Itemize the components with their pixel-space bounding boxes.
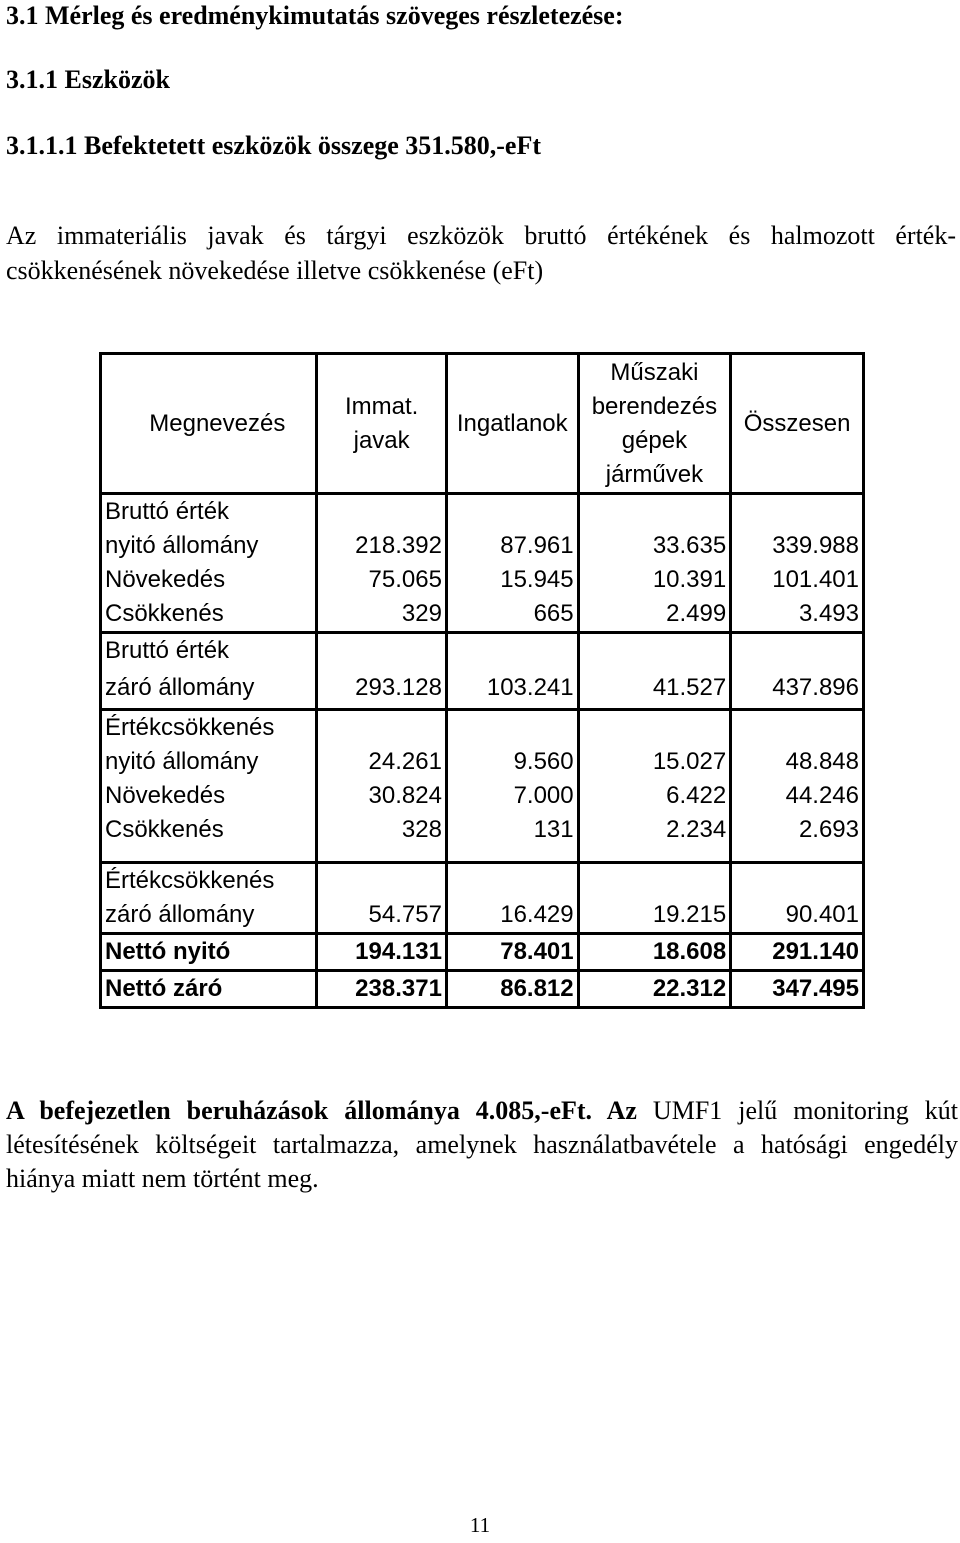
cell: 15.027 (578, 745, 731, 779)
row-label: nyitó állomány (101, 529, 317, 563)
table-row (101, 898, 864, 934)
row-label: Növekedés (101, 779, 317, 813)
row-label: nyitó állomány (101, 745, 317, 779)
cell: 3.493 (731, 597, 864, 633)
row-label: Csökkenés (101, 597, 317, 633)
cell: 194.131 (317, 934, 447, 971)
table-row (101, 934, 864, 971)
header-total: Összesen (731, 354, 864, 494)
cell: 6.422 (578, 779, 731, 813)
cell: 18.608 (578, 934, 731, 971)
sub-subsection-heading: 3.1.1.1 Befektetett eszközök összege 351.580,-eFt (6, 131, 542, 160)
cell: 238.371 (317, 971, 447, 1008)
row-label: Bruttó érték (101, 494, 317, 530)
table-row (101, 529, 864, 563)
cell: 665 (446, 597, 578, 633)
cell: 19.215 (578, 898, 731, 934)
closing-paragraph (6, 1094, 958, 1196)
cell: 328 (317, 813, 447, 847)
table-row (101, 633, 864, 669)
table-row (101, 563, 864, 597)
cell: 33.635 (578, 529, 731, 563)
cell: 41.527 (578, 668, 731, 710)
cell: 30.824 (317, 779, 447, 813)
cell: 347.495 (731, 971, 864, 1008)
cell: 22.312 (578, 971, 731, 1008)
cell: 44.246 (731, 779, 864, 813)
row-label: Értékcsökkenés (101, 710, 317, 746)
cell: 9.560 (446, 745, 578, 779)
section-heading: 3.1 Mérleg és eredménykimutatás szöveges részletezése: (6, 1, 624, 30)
cell: 10.391 (578, 563, 731, 597)
cell: 48.848 (731, 745, 864, 779)
header-machinery: Műszaki berendezés gépek járművek (578, 354, 731, 494)
cell: 2.234 (578, 813, 731, 847)
table-row (101, 813, 864, 847)
subsection-heading: 3.1.1 Eszközök (6, 65, 170, 94)
cell: 24.261 (317, 745, 447, 779)
table-row (101, 971, 864, 1008)
cell: 131 (446, 813, 578, 847)
cell: 16.429 (446, 898, 578, 934)
table-spacer-row (101, 847, 864, 863)
cell: 293.128 (317, 668, 447, 710)
cell: 339.988 (731, 529, 864, 563)
intro-paragraph: Az immateriális javak és tárgyi eszközök bruttó értékének és halmozott érték-csökkenésének növekedése illetve csökkenése (eFt) (6, 221, 956, 285)
table-row (101, 745, 864, 779)
cell: 86.812 (446, 971, 578, 1008)
closing-paragraph-text: UMF1 jelű monitoring kút létesítésének költségeit tartalmazza, amelynek használatbavétele a hatósági engedély hiánya miatt nem történt meg. (6, 1096, 959, 1193)
table-header-row (101, 354, 864, 494)
cell: 103.241 (446, 668, 578, 710)
row-label: Bruttó érték (101, 633, 317, 669)
row-label: Nettó záró (101, 971, 317, 1008)
cell: 101.401 (731, 563, 864, 597)
table-row (101, 494, 864, 530)
table-row (101, 863, 864, 899)
row-label: Növekedés (101, 563, 317, 597)
closing-paragraph-bold: A befejezetlen beruházások állománya 4.085,-eFt. Az (6, 1096, 637, 1125)
header-name: Megnevezés (101, 354, 317, 494)
table-row (101, 779, 864, 813)
cell: 90.401 (731, 898, 864, 934)
header-intangibles: Immat. javak (317, 354, 447, 494)
table-row (101, 710, 864, 746)
cell: 75.065 (317, 563, 447, 597)
row-label: Értékcsökkenés (101, 863, 317, 899)
cell: 87.961 (446, 529, 578, 563)
page-number: 11 (469, 1513, 491, 1537)
row-label: Csökkenés (101, 813, 317, 847)
cell: 78.401 (446, 934, 578, 971)
cell: 54.757 (317, 898, 447, 934)
asset-movement-table (99, 352, 865, 1009)
header-real-estate: Ingatlanok (446, 354, 578, 494)
cell: 7.000 (446, 779, 578, 813)
cell: 291.140 (731, 934, 864, 971)
row-label: Nettó nyitó (101, 934, 317, 971)
table-row (101, 597, 864, 633)
cell: 329 (317, 597, 447, 633)
cell: 2.693 (731, 813, 864, 847)
cell: 218.392 (317, 529, 447, 563)
table-row (101, 668, 864, 710)
row-label: záró állomány (101, 668, 317, 710)
cell: 15.945 (446, 563, 578, 597)
row-label: záró állomány (101, 898, 317, 934)
cell: 2.499 (578, 597, 731, 633)
cell: 437.896 (731, 668, 864, 710)
